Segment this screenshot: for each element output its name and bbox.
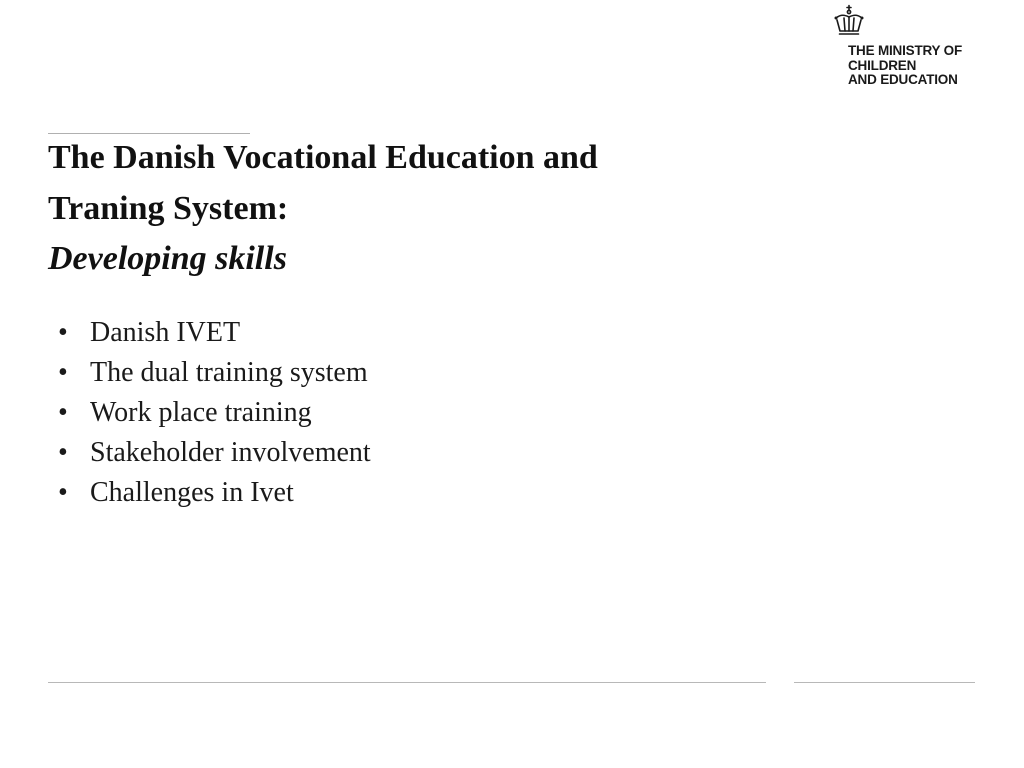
- bullet-item: [58, 313, 371, 353]
- slide-subtitle: Developing skills: [48, 240, 287, 277]
- bullet-text: Work place training: [90, 397, 312, 428]
- bullet-dot: •: [58, 357, 68, 388]
- bullet-text: Challenges in Ivet: [90, 477, 294, 508]
- ministry-name-line-2: CHILDREN: [848, 57, 917, 73]
- bullet-item: [58, 353, 371, 393]
- slide-title-line-1: The Danish Vocational Education and: [48, 139, 598, 176]
- footer-rule-right: [794, 682, 975, 683]
- slide-title: [48, 133, 808, 285]
- ministry-name-line-1: THE MINISTRY OF: [848, 43, 963, 58]
- bullet-text: The dual training system: [90, 357, 368, 388]
- bullet-item: [58, 473, 371, 513]
- ministry-name: [848, 44, 962, 88]
- bullet-text: Stakeholder involvement: [90, 437, 371, 468]
- bullet-item: [58, 393, 371, 433]
- bullet-text: Danish IVET: [90, 317, 241, 348]
- slide-title-line-2: Traning System:: [48, 189, 289, 227]
- bullet-list: [58, 313, 371, 513]
- royal-crown-icon: [832, 4, 866, 38]
- footer-rule-left: [48, 682, 766, 683]
- bullet-dot: •: [58, 317, 68, 348]
- ministry-name-line-3: AND EDUCATION: [848, 72, 958, 87]
- bullet-dot: •: [58, 397, 68, 428]
- bullet-item: [58, 433, 371, 473]
- ministry-logo: [832, 4, 992, 88]
- bullet-dot: •: [58, 477, 68, 508]
- bullet-dot: •: [58, 437, 68, 468]
